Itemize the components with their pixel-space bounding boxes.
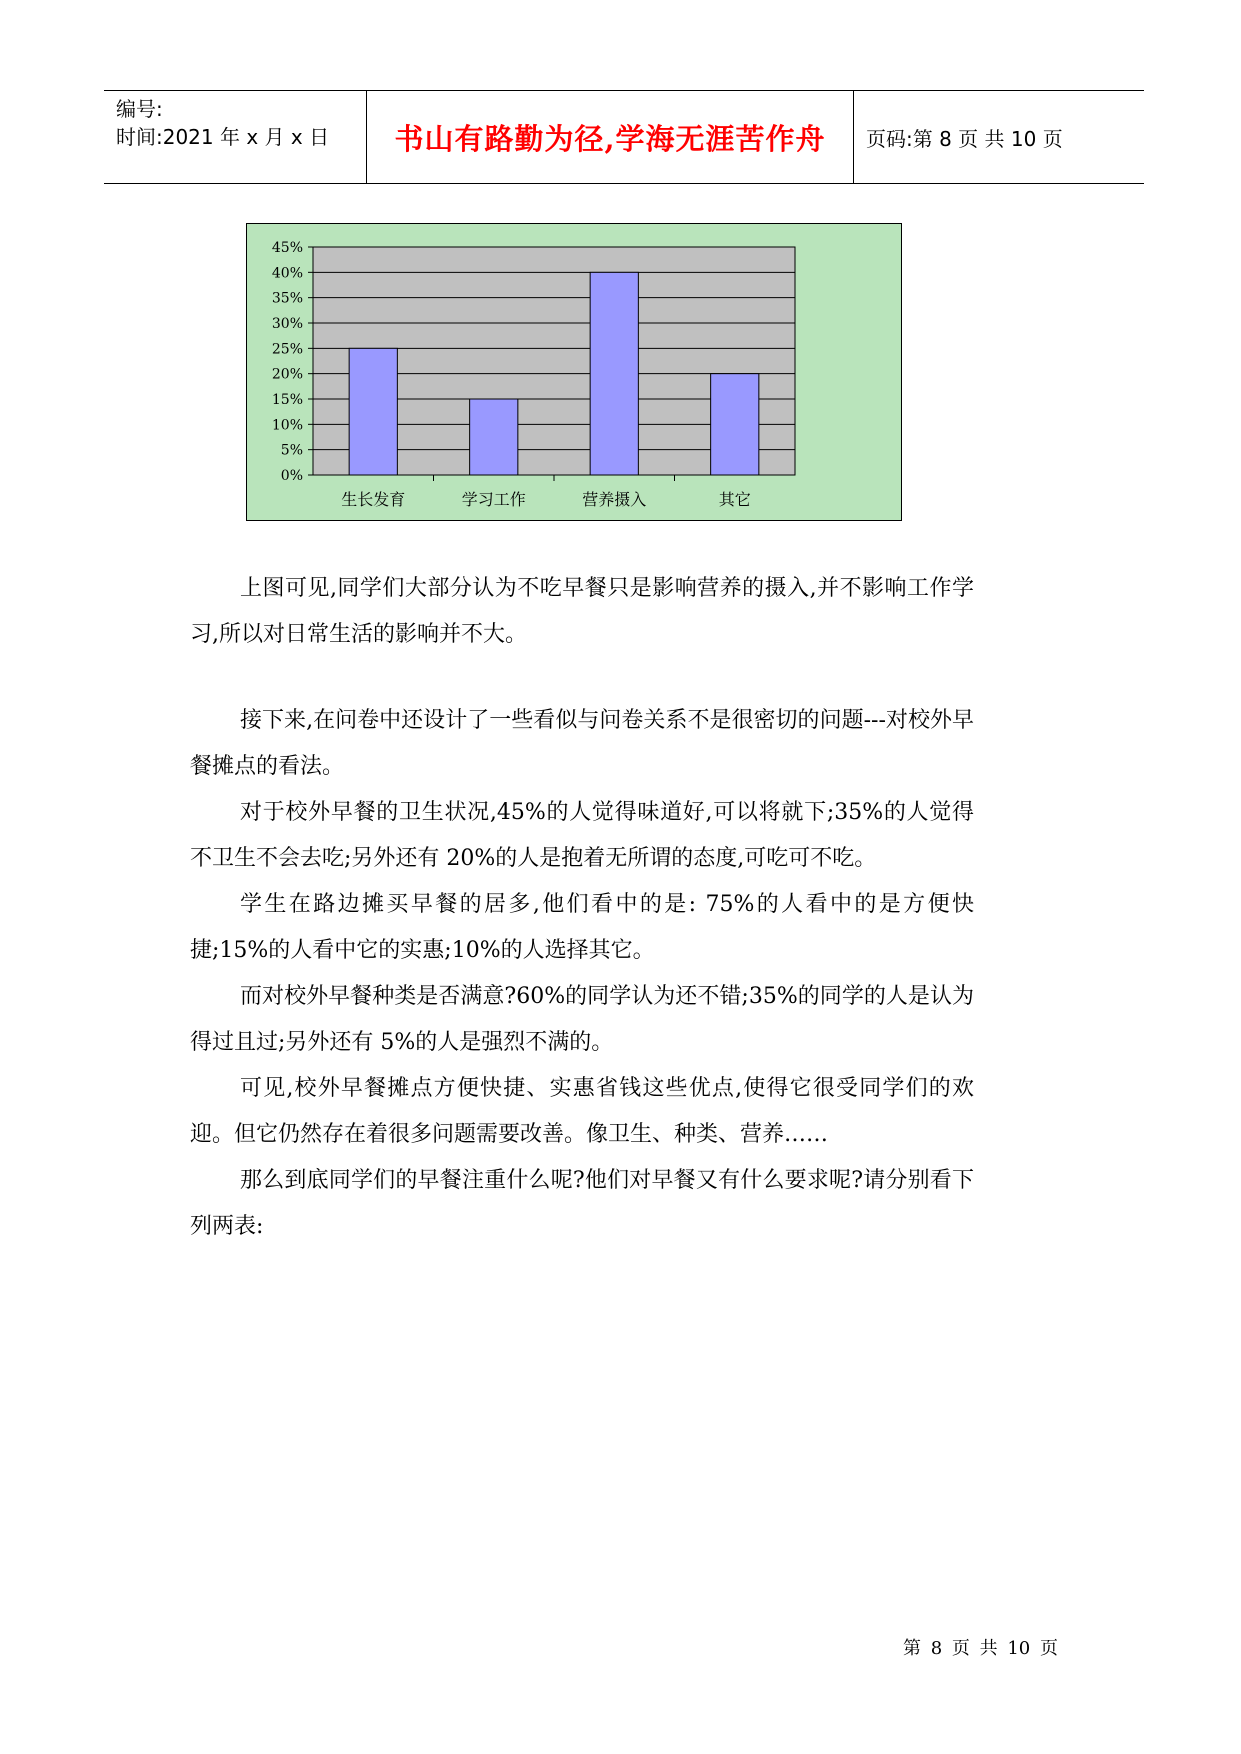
- y-tick-label: 15%: [271, 392, 303, 408]
- bar: [590, 272, 638, 475]
- paragraph: 而对校外早餐种类是否满意?60%的同学认为还不错;35%的同学的人是认为得过且过;另外还有 5%的人是强烈不满的。: [190, 984, 974, 1055]
- bar: [349, 348, 397, 475]
- bar-chart: [246, 223, 902, 521]
- x-tick-label: 学习工作: [461, 490, 526, 509]
- document-number-label: 编号:: [116, 97, 163, 121]
- bar: [470, 399, 518, 475]
- header-info-cell: [104, 91, 367, 183]
- paragraph: 对于校外早餐的卫生状况,45%的人觉得味道好,可以将就下;35%的人觉得不卫生不会去吃;另外还有 20%的人是抱着无所谓的态度,可吃可不吃。: [190, 800, 974, 871]
- y-tick-label: 25%: [271, 341, 303, 358]
- y-tick-label: 35%: [271, 290, 303, 307]
- header-page-info: 页码:第 8 页 共 10 页: [866, 126, 1063, 151]
- x-tick-label: 营养摄入: [582, 490, 647, 509]
- paragraph: 学生在路边摊买早餐的居多,他们看中的是: 75%的人看中的是方便快捷;15%的人看中它的实惠;10%的人选择其它。: [190, 892, 974, 963]
- paragraph: 那么到底同学们的早餐注重什么呢?他们对早餐又有什么要求呢?请分别看下列两表:: [190, 1168, 974, 1239]
- paragraph: 可见,校外早餐摊点方便快捷、实惠省钱这些优点,使得它很受同学们的欢迎。但它仍然存在着很多问题需要改善。像卫生、种类、营养……: [190, 1076, 974, 1147]
- y-tick-label: 20%: [271, 366, 303, 383]
- bar: [711, 374, 759, 475]
- body-text: [190, 566, 974, 1250]
- y-tick-label: 30%: [271, 316, 303, 332]
- y-tick-label: 5%: [280, 442, 303, 459]
- x-tick-label: 其它: [718, 490, 751, 509]
- bar-chart-svg: [246, 223, 902, 521]
- y-tick-label: 40%: [271, 265, 303, 282]
- x-tick-label: 生长发育: [341, 490, 406, 509]
- y-tick-label: 45%: [271, 240, 303, 256]
- y-tick-label: 0%: [280, 468, 303, 484]
- page-footer: 第 8 页 共 10 页: [903, 1638, 1058, 1659]
- page-header: [104, 90, 1144, 184]
- document-date-label: 时间:2021 年 x 月 x 日: [116, 125, 330, 149]
- y-tick-label: 10%: [271, 417, 303, 434]
- paragraph: 上图可见,同学们大部分认为不吃早餐只是影响营养的摄入,并不影响工作学习,所以对日常生活的影响并不大。: [190, 576, 974, 647]
- header-motto-cell: [367, 91, 854, 183]
- paragraph: 接下来,在问卷中还设计了一些看似与问卷关系不是很密切的问题---对校外早餐摊点的看法。: [190, 708, 974, 779]
- header-motto: 书山有路勤为径,学海无涯苦作舟: [394, 121, 826, 156]
